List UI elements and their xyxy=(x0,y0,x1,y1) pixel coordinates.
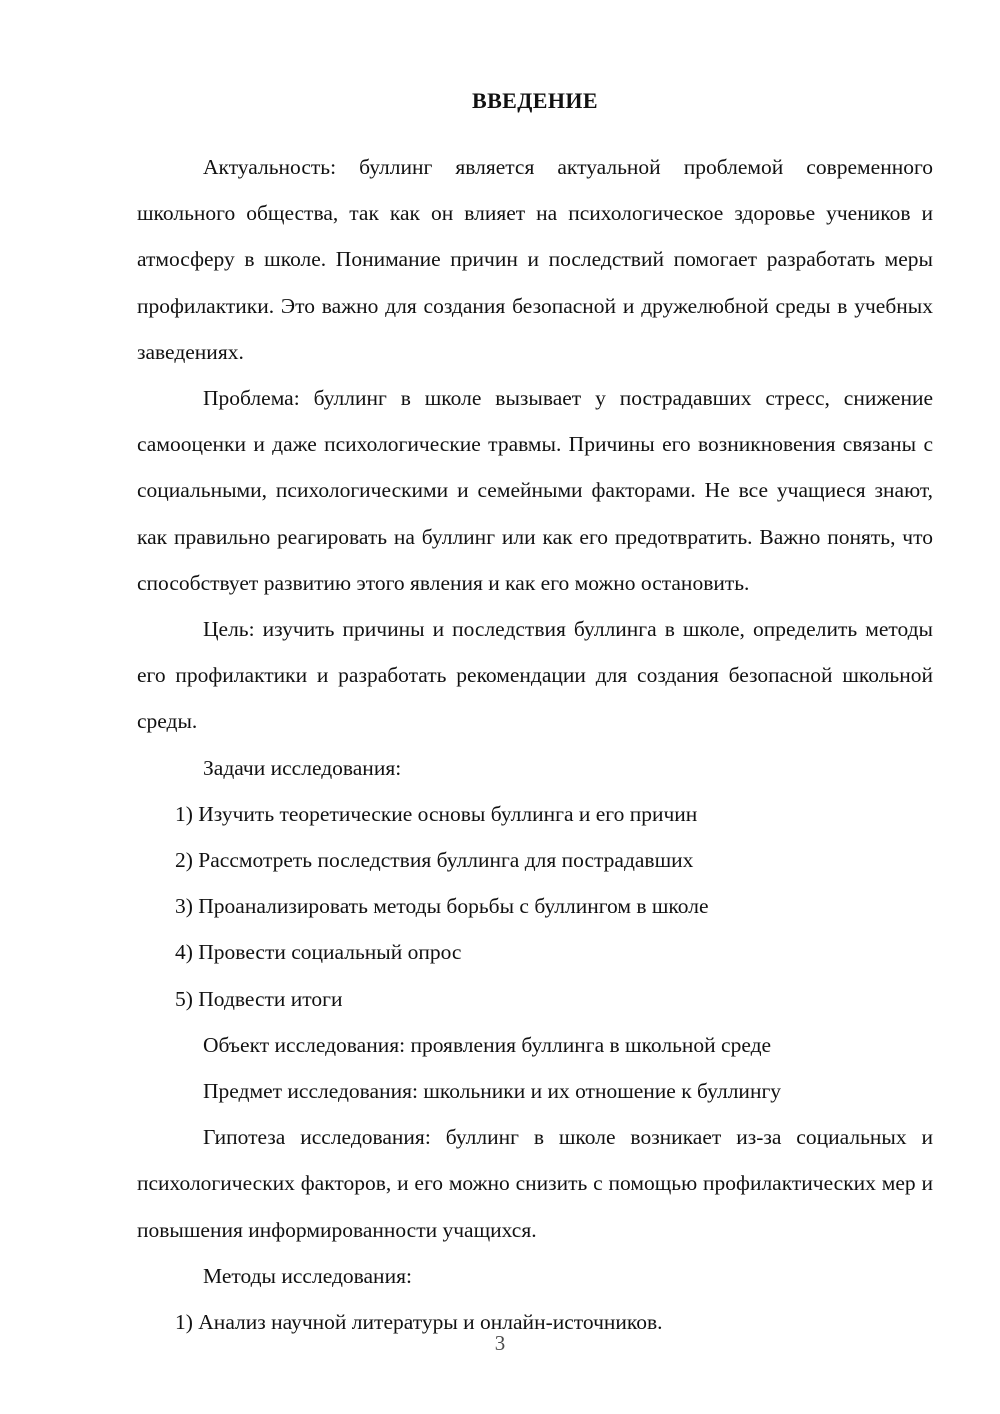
paragraph-research-subject: Предмет исследования: школьники и их отношение к буллингу xyxy=(203,1079,782,1104)
paragraph-problem: Проблема: буллинг в школе вызывает у пострадавших стресс, снижение самооценки и даже психологические травмы. Причины его возникновения связаны с социальными, психологическими и семейными факторами. Не все учащиеся знают, как правильно реагировать на буллинг или как его предотвратить. Важно понять, что способствует развитию этого явления и как его можно остановить. xyxy=(137,386,933,595)
paragraph-research-object: Объект исследования: проявления буллинга в школьной среде xyxy=(203,1032,772,1057)
paragraph-relevance: Актуальность: буллинг является актуальной проблемой современного школьного общества, так как он влияет на психологическое здоровье учеников и атмосферу в школе. Понимание причин и последствий помогает разработать меры профилактики. Это важно для создания безопасной и дружелюбной среды в учебных заведениях. xyxy=(137,155,933,364)
label-research-methods: Методы исследования: xyxy=(203,1263,412,1288)
paragraph-goal: Цель: изучить причины и последствия буллинга в школе, определить методы его профилактики и разработать рекомендации для создания безопасной школьной среды. xyxy=(137,617,933,734)
list-item: 2) Рассмотреть последствия буллинга для пострадавших xyxy=(175,848,694,873)
document-body xyxy=(137,86,933,1345)
page-number: 3 xyxy=(494,1331,506,1355)
list-item: 4) Провести социальный опрос xyxy=(175,940,462,965)
list-item: 1) Анализ научной литературы и онлайн-источников. xyxy=(175,1310,663,1335)
list-item: 5) Подвести итоги xyxy=(175,986,343,1011)
page-title: ВВЕДЕНИЕ xyxy=(472,88,598,113)
paragraph-hypothesis: Гипотеза исследования: буллинг в школе возникает из-за социальных и психологических факторов, и его можно снизить с помощью профилактических мер и повышения информированности учащихся. xyxy=(137,1125,933,1242)
list-item: 3) Проанализировать методы борьбы с буллингом в школе xyxy=(175,894,709,919)
research-tasks-list xyxy=(137,791,933,1022)
label-research-tasks: Задачи исследования: xyxy=(203,755,402,780)
list-item: 1) Изучить теоретические основы буллинга и его причин xyxy=(175,801,698,826)
